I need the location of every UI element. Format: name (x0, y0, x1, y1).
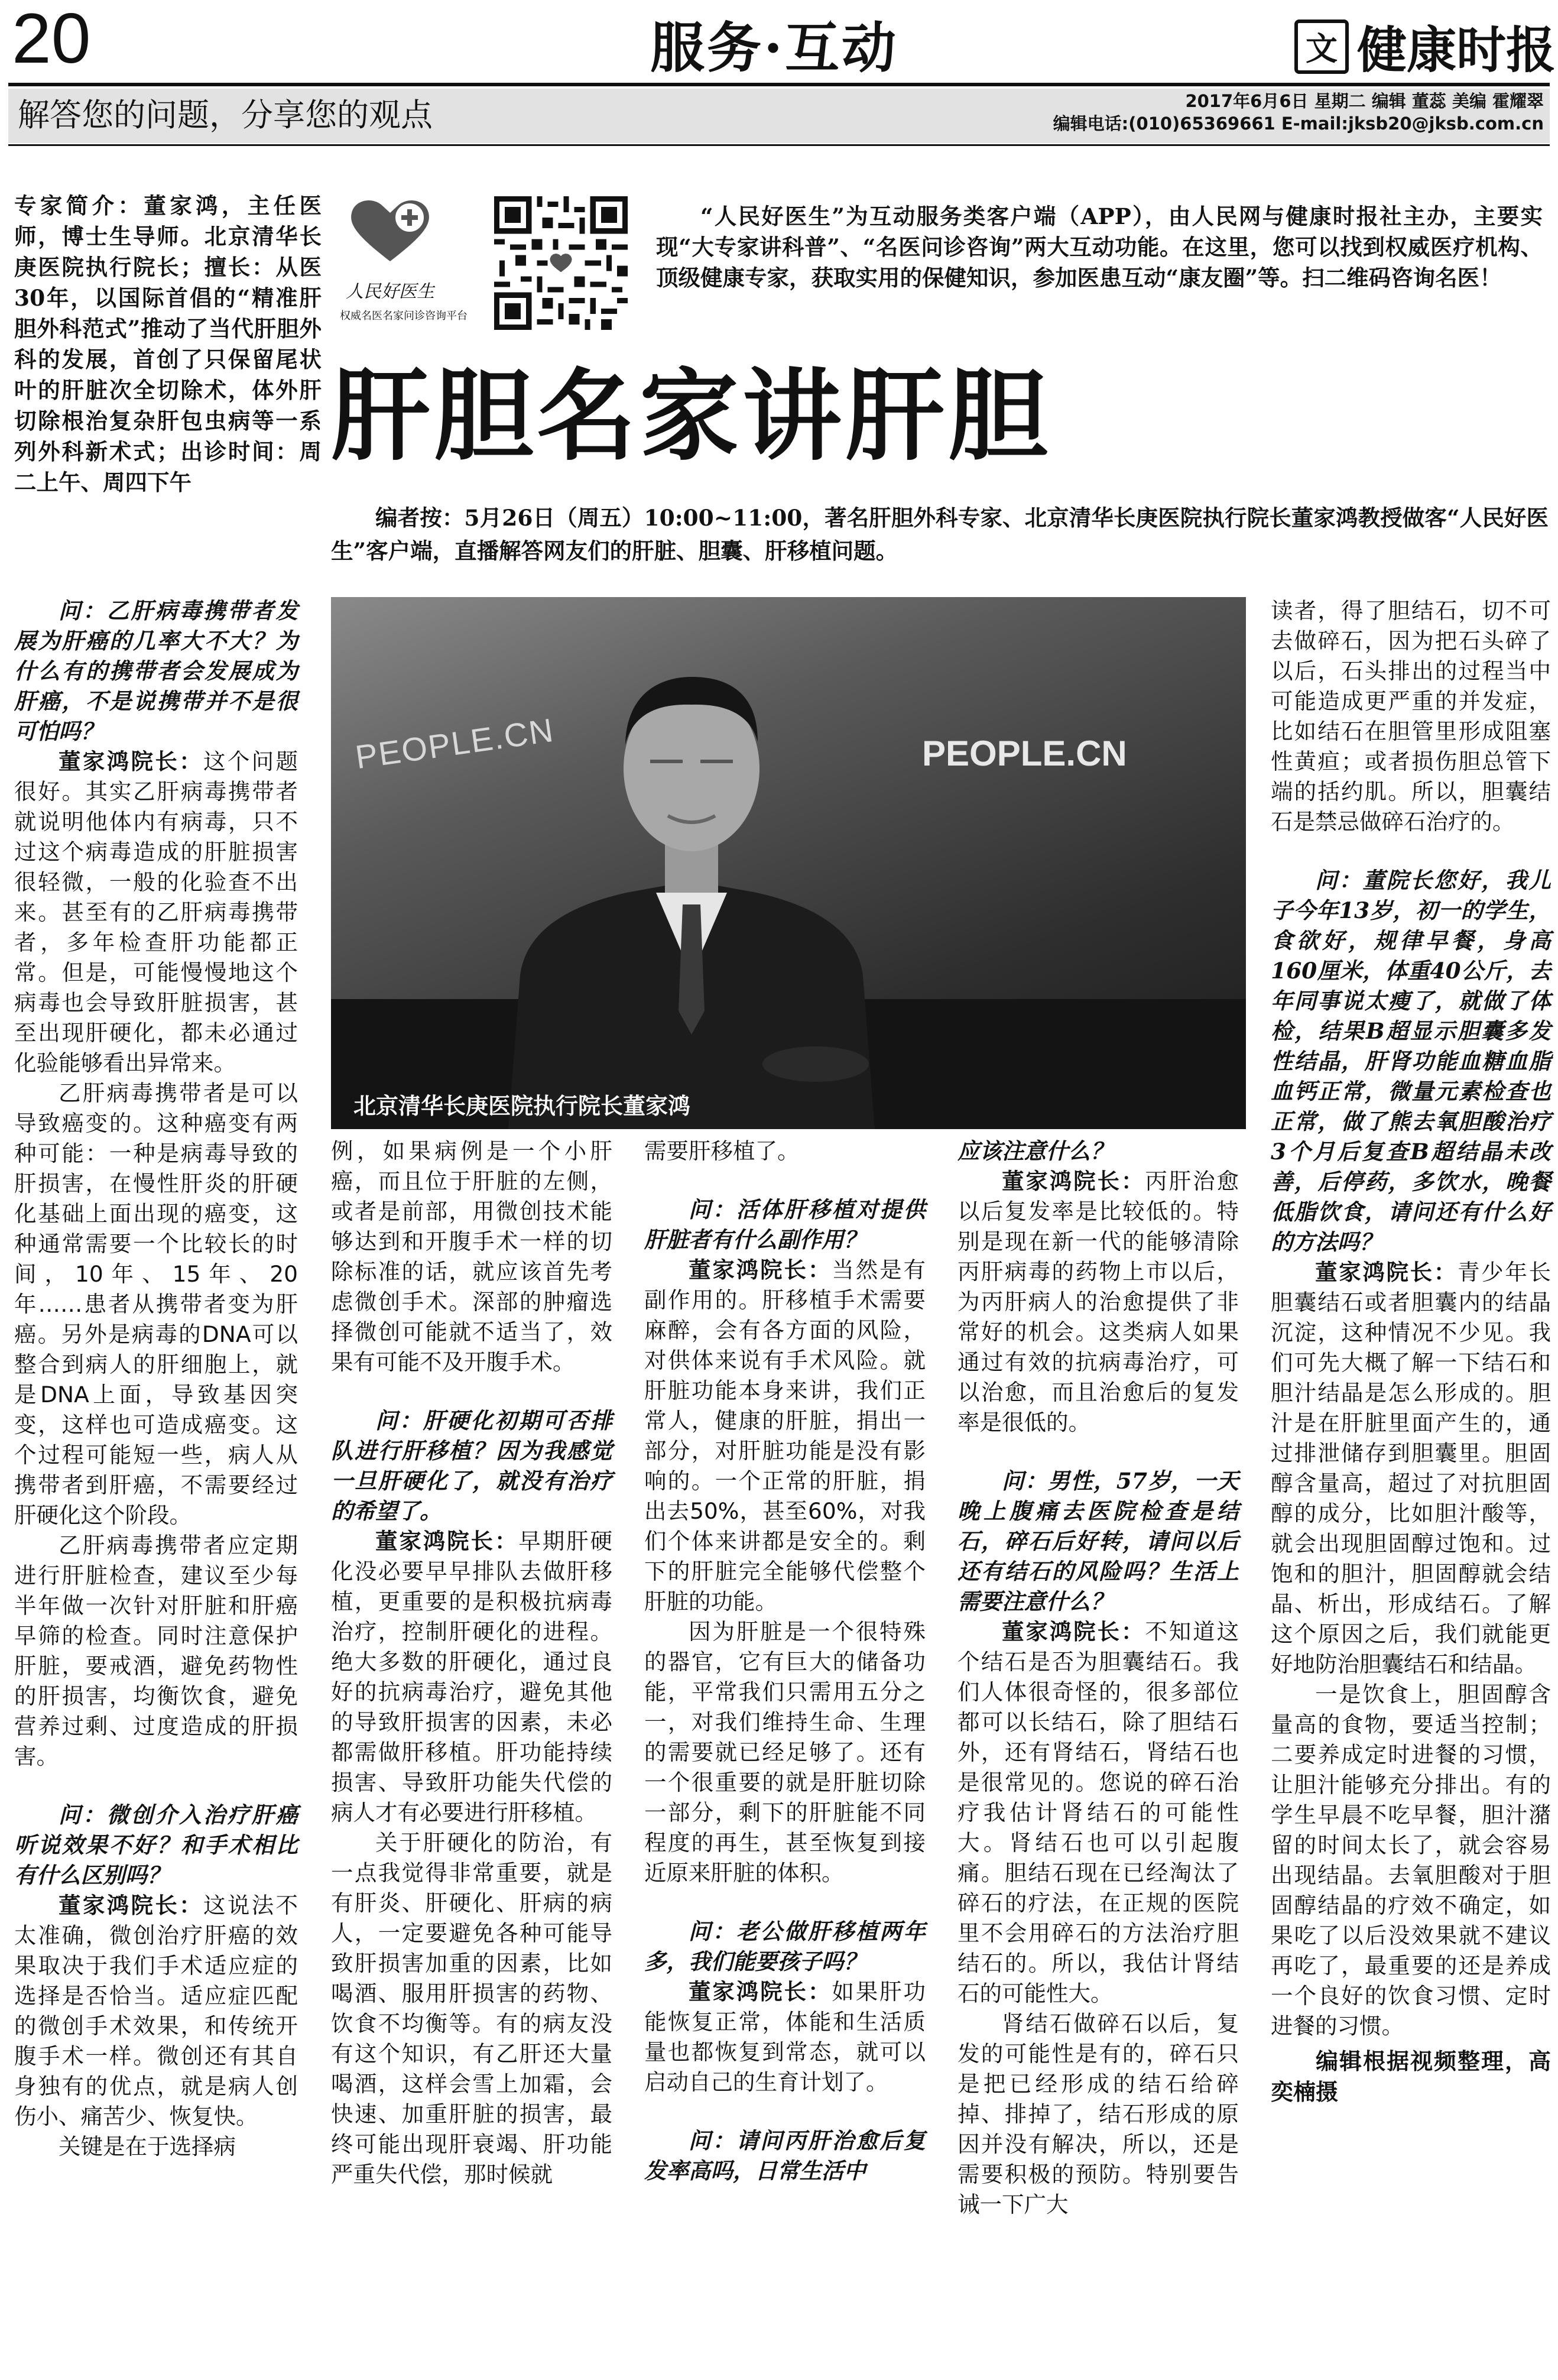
photo-backdrop-brand-left: PEOPLE.CN (353, 711, 557, 776)
profile-time-label: 出诊时间： (178, 439, 300, 465)
paragraph: 关键是在于选择病 (59, 2133, 236, 2159)
doctor-photo (331, 597, 1246, 1129)
heart-plus-icon (346, 195, 434, 266)
newspaper-logo (1294, 11, 1556, 82)
answer-text: 如果肝功能恢复正常，体能和生活质量也都恢复到常态，就可以启动自己的生育计划了。 (644, 1979, 926, 2095)
answer (957, 1166, 1239, 1438)
editor-note (331, 501, 1549, 568)
dateline (1053, 90, 1544, 135)
header-rule (8, 144, 1550, 146)
doctor-figure (485, 644, 898, 1129)
photo-caption: 北京清华长庚医院执行院长董家鸿 (353, 1092, 691, 1119)
question: 问：乙肝病毒携带者发展为肝癌的几率大不大？为什么有的携带者会发展成为肝癌，不是说携带并不是很可怕吗？ (14, 598, 298, 744)
question: 问：老公做肝移植两年多，我们能要孩子吗？ (644, 1918, 926, 1974)
logo-mark-icon: 文 (1294, 20, 1349, 74)
paragraph: 乙肝病毒携带者应定期进行肝脏检查，建议至少每半年做一次针对肝脏和肝癌早筛的检查。同时注意保护肝脏，要戒酒，避免药物性的肝损害，均衡饮食，避免营养过剩、过度造成的肝损害。 (14, 1532, 298, 1769)
answer (14, 1891, 298, 2132)
editor-note-label: 编者按： (375, 505, 465, 531)
app-name: 人民好医生 (346, 281, 434, 302)
speaker-label: 董家鸿院长： (689, 1979, 832, 2005)
paragraph: 因为肝脏是一个很特殊的器官，它有巨大的储备功能，平常我们只需用五分之一，对我们维持生命、生理的需要就已经足够了。还有一个很重要的就是肝脏切除一部分，剩下的肝脏能不同程度的再生，甚至恢复到接近原来肝脏的体积。 (644, 1619, 926, 1886)
speaker-label: 董家鸿院长： (59, 748, 203, 774)
answer (14, 747, 298, 1078)
speaker-label: 董家鸿院长： (689, 1257, 832, 1283)
dateline-contact: 编辑电话:(010)65369661 E-mail:jksb20@jksb.com.cn (1053, 114, 1544, 134)
editor-note-text: 5月26日（周五）10:00~11:00，著名肝胆外科专家、北京清华长庚医院执行院长董家鸿教授做客“人民好医生”客户端，直播解答网友们的肝脏、胆囊、肝移植问题。 (331, 505, 1549, 564)
top-rule (8, 83, 1550, 86)
app-introduction: “人民好医生”为互动服务类客户端（APP），由人民网与健康时报社主办，主要实现“大专家讲科普”、“名医问诊咨询”两大互动功能。在这里，您可以找到权威医疗机构、顶级健康专家，获取实用的保健知识，参加医患互动“康友圈”等。扫二维码咨询名医！ (656, 203, 1543, 291)
question: 问：请问丙肝治愈后复发率高吗，日常生活中 (644, 2128, 926, 2184)
question: 问：微创介入治疗肝癌听说效果不好？和手术相比有什么区别吗？ (14, 1802, 298, 1888)
paragraph: 例，如果病例是一个小肝癌，而且位于肝脏的左侧，或者是前部，用微创技术能够达到和开腹手术一样的切除标准的话，就应该首先考虑微创手术。深部的肿瘤选择微创可能就不适当了，效果有可能不及开腹手术。 (331, 1138, 612, 1375)
paragraph: 需要肝移植了。 (644, 1138, 800, 1164)
dateline-editors: 2017年6月6日 星期二 编辑 董蕊 美编 霍耀翠 (1185, 91, 1544, 111)
answer-text: 这说法不太准确，微创治疗肝癌的效果取决于我们手术适应症的选择是否恰当。适应症匹配的微创手术效果，和传统开腹手术一样。微创还有其自身独有的优点，就是病人创伤小、痛苦少、恢复快。 (14, 1892, 298, 2129)
paragraph: 关于肝硬化的防治，有一点我觉得非常重要，就是有肝炎、肝硬化、肝病的病人，一定要避免各种可能导致肝损害加重的因素，比如喝酒、服用肝损害的药物、饮食不均衡等。有的病友没有这个知识，有乙肝还大量喝酒，这样会雪上加霜，会快速、加重肝脏的损害，最终可能出现肝衰竭、肝功能严重失代偿，那时候就 (331, 1830, 612, 2187)
speaker-label: 董家鸿院长： (59, 1892, 203, 1918)
answer-text: 这个问题很好。其实乙肝病毒携带者就说明他体内有病毒，只不过这个病毒造成的肝脏损害很轻微，一般的化验查不出来。甚至有的乙肝病毒携带者，多年检查肝功能都正常。但是，可能慢慢地这个病毒也会导致肝脏损害，甚至出现肝硬化，都未必通过化验能够看出异常来。 (14, 748, 298, 1076)
answer-text: 不知道这个结石是否为胆囊结石。我们人体很奇怪的，很多部位都可以长结石，除了胆结石外，还有肾结石，肾结石也是很常见的。您说的碎石治疗我估计肾结石的可能性大。肾结石也可以引起腹痛。胆结石现在已经淘汰了碎石的疗法，在正规的医院里不会用碎石的方法治疗胆结石的。所以，我估计肾结石的可能性大。 (957, 1619, 1239, 2006)
qr-code-icon[interactable] (494, 196, 628, 330)
answer-text: 青少年长胆囊结石或者胆囊内的结晶沉淀，这种情况不少见。我们可先大概了解一下结石和胆汁结晶是怎么形成的。胆汁是在肝脏里面产生的，通过排泄储存到胆囊里。胆固醇含量高，超过了对抗胆固醇的成分，比如胆汁酸等，就会出现胆固醇过饱和。过饱和的胆汁，胆固醇就会结晶、析出，形成结石。了解这个原因之后，我们就能更好地防治胆囊结石和结晶。 (1271, 1259, 1551, 1677)
profile-intro: 董家鸿，主任医师，博士生导师。北京清华长庚医院执行院长； (14, 193, 322, 280)
question: 问：男性，57岁，一天晚上腹痛去医院检查是结石，碎石后好转，请问以后还有结石的风险吗？生活上需要注意什么？ (957, 1468, 1239, 1614)
answer-text: 当然是有副作用的。肝移植手术需要麻醉，会有各方面的风险，对供体来说有手术风险。就肝脏功能本身来讲，我们正常人，健康的肝脏，捐出一部分，对肝脏功能是没有影响的。一个正常的肝脏，捐出去50%，甚至60%，对我们个体来讲都是安全的。剩下的肝脏完全能够代偿整个肝脏的功能。 (644, 1257, 926, 1614)
speaker-label: 董家鸿院长： (1315, 1259, 1458, 1285)
slogan: 解答您的问题，分享您的观点 (18, 96, 433, 134)
paragraph: 肾结石做碎石以后，复发的可能性是有的，碎石只是把已经形成的结石给碎掉、排掉了，结石形成的原因并没有解决，所以，还是需要积极的预防。特别要告诫一下广大 (957, 2011, 1239, 2217)
logo-text: 健康时报 (1357, 21, 1556, 79)
question: 问：肝硬化初期可否排队进行肝移植？因为我感觉一旦肝硬化了，就没有治疗的希望了。 (331, 1408, 612, 1524)
expert-profile (14, 190, 322, 498)
paragraph: 读者，得了胆结石，切不可去做碎石，因为把石头碎了以后，石头排出的过程当中可能造成更严重的并发症，比如结石在胆管里形成阻塞性黄疸；或者损伤胆总管下端的括约肌。所以，胆囊结石是禁忌做碎石治疗的。 (1271, 598, 1551, 835)
question: 应该注意什么？ (957, 1138, 1113, 1164)
answer (644, 1255, 926, 1617)
app-subtitle: 权威名医名家问诊咨询平台 (340, 310, 468, 322)
article-column-1 (14, 596, 298, 2162)
question: 问：董院长您好，我儿子今年13岁，初一的学生，食欲好，规律早餐，身高160厘米，体重40公斤，去年同事说太瘦了，就做了体检，结果B超显示胆囊多发性结晶，肝肾功能血糖血脂血钙正常，微量元素检查也正常，做了熊去氧胆酸治疗3个月后复查B超结晶未改善，后停药，多饮水，晚餐低脂饮食，请问还有什么好的方法吗？ (1271, 867, 1551, 1255)
answer (331, 1526, 612, 1828)
question: 问：活体肝移植对提供肝脏者有什么副作用？ (644, 1197, 926, 1253)
profile-time: 周二上午、周四下午 (14, 439, 322, 495)
answer (1271, 1257, 1551, 1679)
answer-text: 早期肝硬化没必要早早排队去做肝移植，更重要的是积极抗病毒治疗，控制肝硬化的进程。绝大多数的肝硬化，通过良好的抗病毒治疗，避免其他的导致肝损害的因素，未必都需做肝移植。肝功能持续损害、导致肝功能失代偿的病人才有必要进行肝移植。 (331, 1528, 613, 1825)
paragraph: 乙肝病毒携带者是可以导致癌变的。这种癌变有两种可能：一种是病毒导致的肝损害，在慢性肝炎的肝硬化基础上面出现的癌变，这种通常需要一个比较长的时间，10年、15年、20年……患者从携带者变为肝癌。另外是病毒的DNA可以整合到病人的肝细胞上，就是DNA上面，导致基因突变，这样也可造成癌变。这个过程可能短一些，病人从携带者到肝癌，不需要经过肝硬化这个阶段。 (14, 1080, 298, 1528)
headline: 肝胆名家讲肝胆 (331, 357, 1051, 474)
article-column-5 (1271, 596, 1551, 2107)
page-number: 20 (12, 0, 91, 78)
answer-text: 丙肝治愈以后复发率是比较低的。特别是现在新一代的能够清除丙肝病毒的药物上市以后，为丙肝病人的治愈提供了非常好的机会。这类病人如果通过有效的抗病毒治疗，可以治愈，而且治愈后的复发率是很低的。 (957, 1168, 1239, 1435)
paragraph: 一是饮食上，胆固醇含量高的食物，要适当控制；二要养成定时进餐的习惯，让胆汁能够充分排出。有的学生早晨不吃早餐，胆汁潴留的时间太长了，就会容易出现结晶。去氧胆酸对于胆固醇结晶的疗效不确定，如果吃了以后没效果就不建议再吃了，最重要的还是养成一个良好的饮食习惯、定时进餐的习惯。 (1271, 1681, 1551, 2039)
profile-intro-label: 专家简介： (14, 193, 144, 219)
app-logo (340, 195, 468, 331)
article-column-4 (957, 1136, 1239, 2220)
profile-skill: 从医30年，以国际首倡的“精准肝胆外科范式”推动了当代肝胆外科的发展，首创了只保留尾状叶的肝脏次全切除术，体外肝切除根治复杂肝包虫病等一系列外科新术式； (14, 254, 322, 465)
answer (644, 1977, 926, 2097)
speaker-label: 董家鸿院长： (1002, 1619, 1145, 1645)
photo-credit: 编辑根据视频整理，高奕楠摄 (1271, 2048, 1551, 2105)
photo-backdrop-brand-right: PEOPLE.CN (922, 734, 1127, 773)
article-column-2 (331, 1136, 612, 2190)
speaker-label: 董家鸿院长： (1002, 1168, 1145, 1194)
answer (957, 1617, 1239, 2009)
profile-skill-label: 擅长： (202, 254, 276, 280)
article-column-3 (644, 1136, 926, 2186)
speaker-label: 董家鸿院长： (375, 1528, 519, 1554)
section-title: 服务·互动 (650, 16, 899, 80)
